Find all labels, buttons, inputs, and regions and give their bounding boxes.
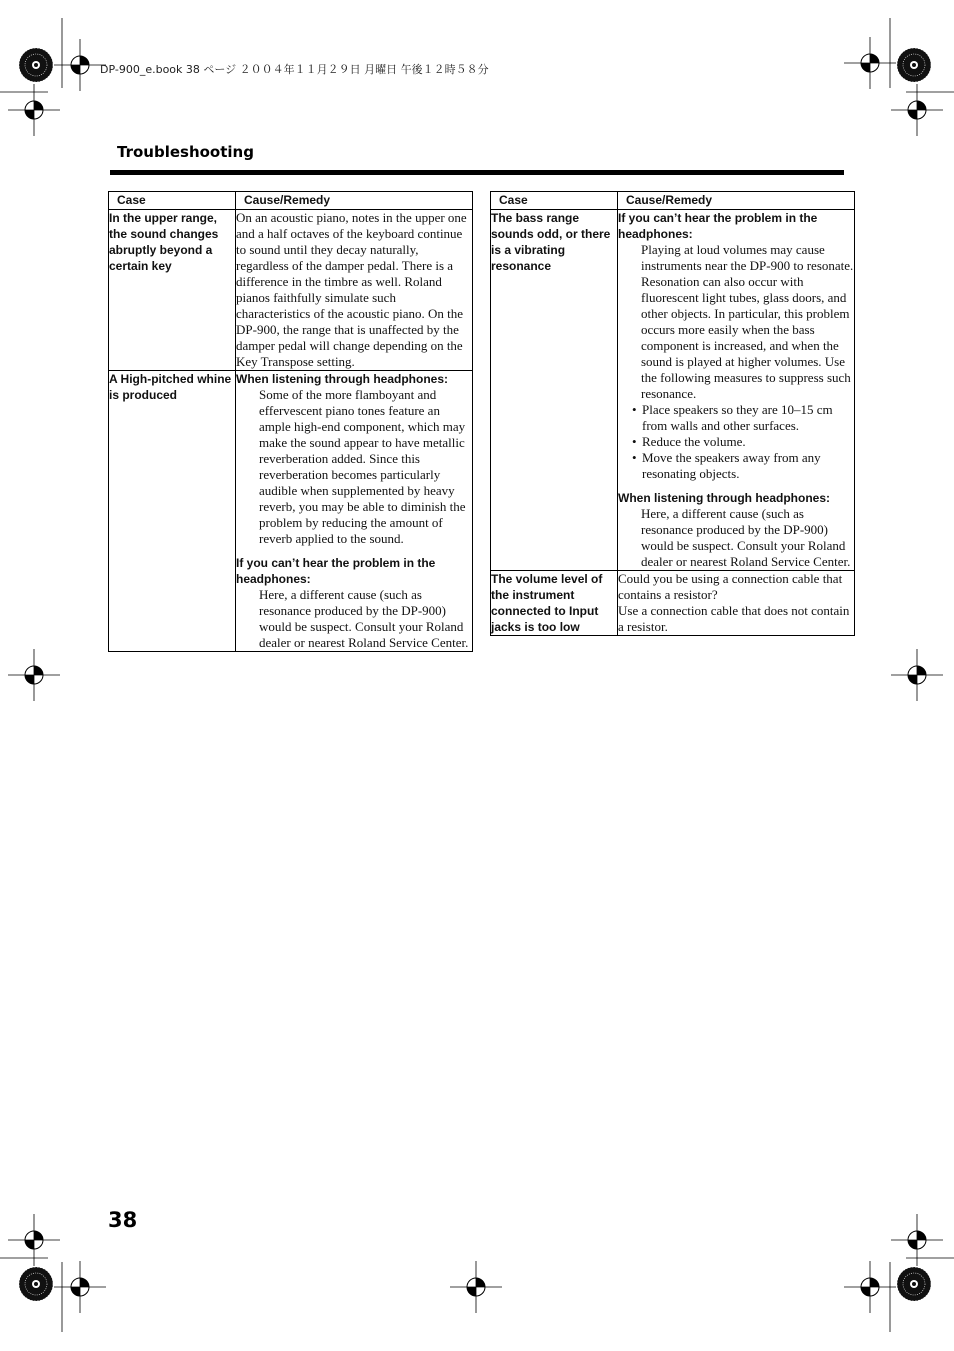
subheading: If you can’t hear the problem in the headphones: <box>236 556 436 586</box>
print-file-info: DP-900_e.book 38 ページ ２００４年１１月２９日 月曜日 午後１２時５８分 <box>100 63 489 76</box>
title-rule <box>110 170 844 175</box>
column-header-remedy: Cause/Remedy <box>618 192 855 210</box>
remedy-text: Playing at loud volumes may cause instruments near the DP-900 to resonate. <box>641 242 854 273</box>
table-row <box>491 571 855 636</box>
list-item: • Reduce the volume. <box>632 434 854 450</box>
case-cell: In the upper range, the sound changes abruptly beyond a certain key <box>109 210 236 371</box>
subheading: When listening through headphones: <box>618 491 830 505</box>
remedy-text: Here, a different cause (such as resonance produced by the DP-900) would be suspect. Consult your Roland dealer or nearest Roland Service Center. <box>259 587 469 650</box>
troubleshooting-table-right <box>490 191 855 636</box>
remedy-cell: On an acoustic piano, notes in the upper one and a half octaves of the keyboard continue to sound until they decay naturally, regardless of the damper pedal. There is a difference in the timbre as well. Roland pianos faithfully simulate such characteristics of the acoustic piano. On the DP-900, the range that is unaffected by the damper pedal will change depending on the Key Transpose setting. <box>236 210 473 371</box>
remedy-cell <box>618 210 855 571</box>
subheading: When listening through headphones: <box>236 372 448 386</box>
table-header-row <box>491 192 855 210</box>
column-header-case: Case <box>109 192 236 210</box>
remedy-text: Resonation can also occur with fluorescent light tubes, glass doors, and other objects. In particular, this problem occurs more easily when the bass component is increased, and when the sound is played at higher volumes. Use the following measures to suppress such resonance. <box>641 274 851 401</box>
list-item: • Move the speakers away from any resonating objects. <box>632 450 854 482</box>
remedy-text: Here, a different cause (such as resonance produced by the DP-900) would be suspect. Consult your Roland dealer or nearest Roland Service Center. <box>641 506 851 569</box>
remedy-cell <box>236 371 473 652</box>
remedy-bullet-list <box>618 402 854 482</box>
remedy-text: Use a connection cable that does not contain a resistor. <box>618 603 850 634</box>
troubleshooting-table-left <box>108 191 473 652</box>
remedy-text: Could you be using a connection cable that contains a resistor? <box>618 571 843 602</box>
table-row <box>109 371 473 652</box>
table-row <box>491 210 855 571</box>
table-row <box>109 210 473 371</box>
list-item: • Place speakers so they are 10–15 cm from walls and other surfaces. <box>632 402 854 434</box>
section-title: Troubleshooting <box>117 143 254 161</box>
remedy-cell <box>618 571 855 636</box>
remedy-text: Some of the more flamboyant and effervescent piano tones feature an ample high-end component, which may make the sound appear to have metallic reverberation added. Since this reverberation becomes particularly audible when supplemented by heavy reverb, you may be able to diminish the problem by reducing the amount of reverb applied to the sound. <box>259 387 466 546</box>
case-cell: The bass range sounds odd, or there is a vibrating resonance <box>491 210 618 571</box>
table-header-row <box>109 192 473 210</box>
case-cell: The volume level of the instrument connected to Input jacks is too low <box>491 571 618 636</box>
case-cell: A High-pitched whine is produced <box>109 371 236 652</box>
subheading: If you can’t hear the problem in the headphones: <box>618 211 818 241</box>
page-number: 38 <box>108 1208 138 1232</box>
column-header-case: Case <box>491 192 618 210</box>
column-header-remedy: Cause/Remedy <box>236 192 473 210</box>
